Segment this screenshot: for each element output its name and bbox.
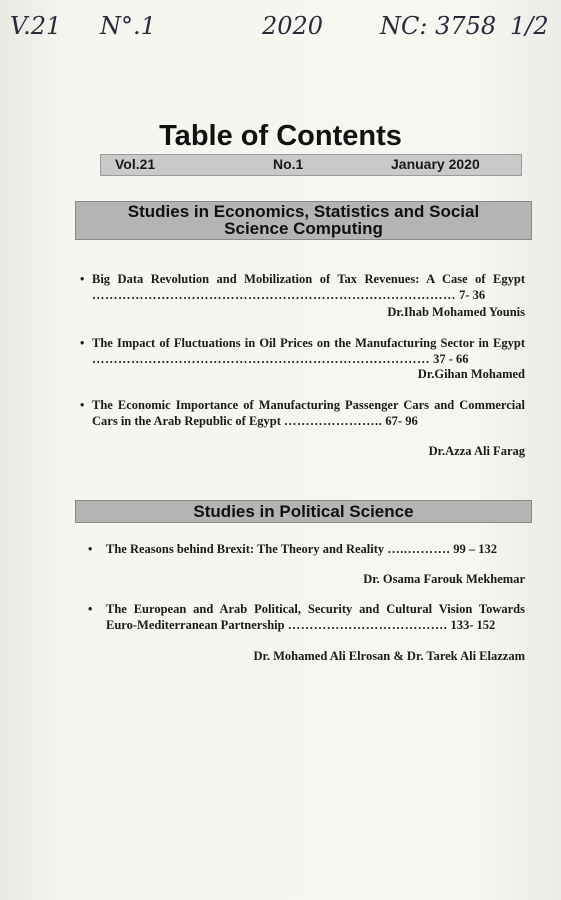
entry-author: Dr.Gihan Mohamed bbox=[417, 367, 525, 381]
section-heading-economics bbox=[75, 201, 532, 240]
entry-dots: ………………………………. bbox=[287, 618, 448, 632]
page-title: Table of Contents bbox=[159, 120, 402, 152]
issue-volume: Vol.21 bbox=[115, 156, 156, 172]
section-heading-line: Studies in Economics, Statistics and Social bbox=[127, 202, 480, 221]
entry-title: The Reasons behind Brexit: The Theory and Reality bbox=[106, 542, 385, 556]
bullet-icon: • bbox=[80, 336, 85, 350]
entry-author: Dr.Azza Ali Farag bbox=[428, 444, 525, 458]
bullet-icon: • bbox=[80, 272, 85, 286]
section-heading-line: Studies in Political Science bbox=[193, 502, 414, 521]
handwritten-part: 1/2 bbox=[510, 12, 549, 40]
handwritten-annotation bbox=[0, 6, 561, 46]
issue-number: No.1 bbox=[273, 156, 304, 172]
issue-date: January 2020 bbox=[391, 156, 480, 172]
entry-title: The Economic Importance of Manufacturing Passenger Cars and Commercial Cars in the Arab Republic of Egypt bbox=[92, 398, 525, 428]
handwritten-year: 2020 bbox=[262, 12, 324, 40]
entry-pages: 67- 96 bbox=[385, 414, 418, 428]
entry-pages: 7- 36 bbox=[459, 288, 486, 302]
toc-entry[interactable] bbox=[80, 271, 525, 319]
handwritten-volume: V.21 bbox=[10, 12, 62, 40]
entry-author: Dr.Ihab Mohamed Younis bbox=[387, 305, 525, 319]
handwritten-number: N°.1 bbox=[100, 12, 156, 40]
section-heading-line: Science Computing bbox=[224, 219, 383, 238]
entry-dots: …………………………………………………………………… bbox=[92, 352, 430, 366]
entry-dots: …..………. bbox=[387, 542, 451, 556]
entry-pages: 133- 152 bbox=[450, 618, 496, 632]
bullet-icon: • bbox=[88, 542, 93, 556]
issue-meta-bar bbox=[100, 154, 522, 176]
handwritten-code: NC: 3758 bbox=[380, 12, 497, 40]
toc-entry[interactable] bbox=[88, 601, 525, 663]
bullet-icon: • bbox=[80, 398, 85, 412]
toc-entry[interactable] bbox=[80, 335, 525, 381]
toc-entry[interactable] bbox=[80, 397, 525, 458]
toc-entry[interactable] bbox=[88, 541, 525, 586]
entry-pages: 99 – 132 bbox=[453, 542, 498, 556]
bullet-icon: • bbox=[88, 602, 93, 616]
entry-author: Dr. Osama Farouk Mekhemar bbox=[363, 572, 525, 586]
section-heading-political-science bbox=[75, 500, 532, 523]
entry-dots: ………………………………………………………………………… bbox=[92, 288, 456, 302]
entry-title: Big Data Revolution and Mobilization of Tax Revenues: A Case of Egypt bbox=[92, 272, 525, 286]
entry-pages: 37 - 66 bbox=[433, 352, 469, 366]
entry-author: Dr. Mohamed Ali Elrosan & Dr. Tarek Ali Elazzam bbox=[253, 649, 525, 663]
entry-title: The European and Arab Political, Security and Cultural Vision Towards Euro-Mediterranean Partnership bbox=[106, 602, 525, 632]
entry-dots: ………………….. bbox=[284, 414, 383, 428]
entry-title: The Impact of Fluctuations in Oil Prices on the Manufacturing Sector in Egypt bbox=[92, 336, 525, 350]
